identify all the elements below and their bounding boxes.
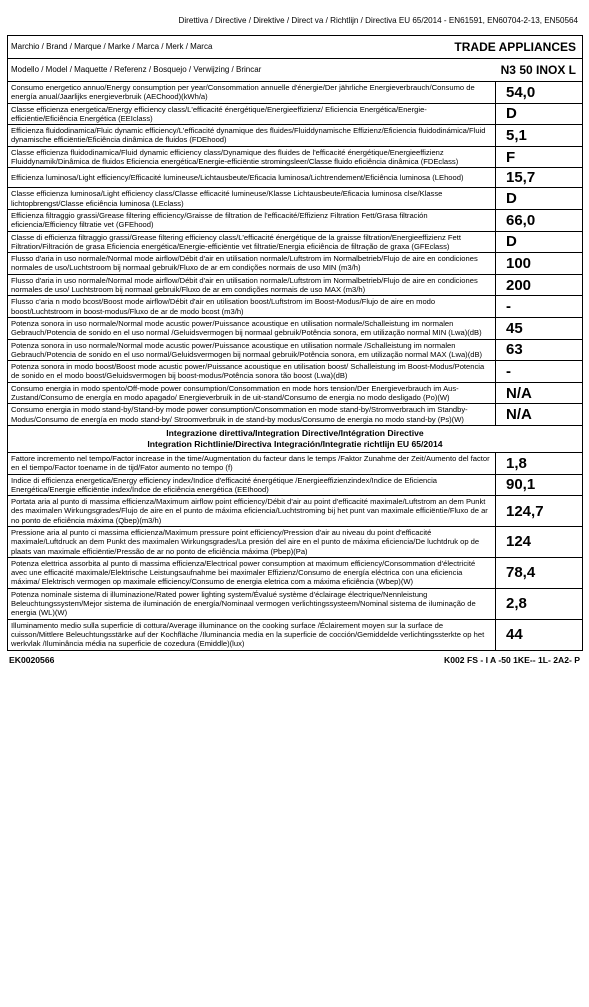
spec-row xyxy=(8,274,583,296)
spec-row xyxy=(8,209,583,231)
spec-value: 200 xyxy=(496,274,583,296)
spec-label: Flusso d'aria in uso normale/Normal mode airflow/Débit d'air en utilisation normale/Luftstrom im Normalbetrieb/Flujo de aire en condiciones normales de uso/ Luchtstroom bij normaal gebruik/Fluxo de ar em condições normais de uso MAX (m3/h) xyxy=(8,274,496,296)
spec-value: 44 xyxy=(496,619,583,650)
model-value xyxy=(496,59,583,82)
spec-row xyxy=(8,103,583,125)
spec-row xyxy=(8,317,583,339)
spec-row xyxy=(8,526,583,557)
spec-label: Illuminamento medio sulla superficie di cottura/Average illuminance on the cooking surface /Éclairement moyen sur la surface de cuisson/Mittlere Beleuchtungsstärke auf der Kochfläche /Iluminancia media en la superficie de cocción/Gemiddelde verlichtingssterkte op het werkvlak /Iluminância média na superficie de cozedura (Emiddle)(lux) xyxy=(8,619,496,650)
spec-label: Potenza sonora in uso normale/Normal mode acustic power/Puissance acoustique en utilisation normale/Schalleistung im normalen Gebrauch/Potencia de sonido en el uso normal /Geluidsvermogen bij normaal gebruik/Potência sonora, em utilização normal MIN (Lwa)(dB) xyxy=(8,317,496,339)
spec-label: Classe efficienza energetica/Energy efficiency class/L'efficacité énergétique/Energieeffizienz/ Eficiencia Energética/Energie-efficiëntie/Eficiência Energética (EEIclass) xyxy=(8,103,496,125)
brand-row xyxy=(8,36,583,59)
spec-label: Indice di efficienza energetica/Energy efficiency index/Indice d'efficacité énergétique /Energieeffizienzindex/Indice de Eficiencia Energética/Energie efficiëntie index/Índce de eficiência energética (EEIhood) xyxy=(8,474,496,496)
spec-row xyxy=(8,339,583,361)
spec-value: 100 xyxy=(496,253,583,275)
directive-header: Direttiva / Directive / Direktive / Direct va / Richtlijn / Directiva EU 65/2014 - EN61591, EN60704-2-13, EN50564 xyxy=(178,16,578,25)
spec-label: Portata aria al punto di massima efficienza/Maximum airflow point efficiency/Débit d'air au point d'efficacité maximale/Luftstrom an dem Punkt des maximalen Wirkungsgrades/Flujo de aire en el punto de máxima eficiencia/Luchtstroming bij het punt van maximale efficiëntie/Fluxo de ar no ponto de eficiência máxima (Qbep)(m3/h) xyxy=(8,496,496,527)
spec-label: Flusso c'aria n modo bcost/Boost mode airflow/Débit d'air en utilisation boost/Luftstrom im Boost-Modus/Flujo de aire en modo boost/Luchtstroom in boost-modus/Fluxo de ar de modo bcost (m3/h) xyxy=(8,296,496,318)
spec-row xyxy=(8,452,583,474)
spec-value: N/A xyxy=(496,404,583,426)
spec-value: 15,7 xyxy=(496,168,583,188)
spec-row xyxy=(8,253,583,275)
spec-value: 1,8 xyxy=(496,452,583,474)
spec-table xyxy=(7,35,583,651)
spec-label: Consumo energia in modo spento/Off-mode power consumption/Consommation en mode hors tension/Der Energieverbrauch im Aus-Zustand/Consumo de energía en modo apagado/ Energieverbruik in de uit-stand/Consumo de energia no modo desligado (Po)(W) xyxy=(8,382,496,404)
spec-row xyxy=(8,588,583,619)
integration-row xyxy=(8,425,583,452)
spec-label: Classe efficienza luminosa/Light efficiency class/Classe efficacité lumineuse/Klasse Lichtausbeute/Eficacia luminosa clse/Klasse lichtopbrengst/Classe eficiência luminosa (LEclass) xyxy=(8,188,496,210)
spec-row xyxy=(8,474,583,496)
spec-row xyxy=(8,231,583,253)
spec-row xyxy=(8,125,583,147)
model-label: Modello / Model / Maquette / Referenz / Bosquejo / Verwijzing / Brincar xyxy=(8,59,496,82)
spec-value: F xyxy=(496,146,583,168)
spec-value: 124 xyxy=(496,526,583,557)
spec-value: - xyxy=(496,361,583,383)
energy-label-sheet xyxy=(7,7,582,665)
footer-code-right: K002 FS - I A -50 1KE-- 1L- 2A2- P xyxy=(444,654,580,665)
spec-row xyxy=(8,168,583,188)
spec-label: Potenza elettrica assorbita al punto di massima efficienza/Electrical power consumption at maximum efficiency/Consommation d'électricité avec une efficacité maximale/Elektrische Leistungsaufnahme bei maximaler Effizienz/Consumo de energía eléctrica con una eficiencia máxima/ Elektrisch vermogen op maximale efficiency/Consumo de energia eletrica com a máxima eficiência (Wbep)(W) xyxy=(8,557,496,588)
spec-row xyxy=(8,382,583,404)
spec-value: 54,0 xyxy=(496,82,583,104)
spec-row xyxy=(8,404,583,426)
spec-label: Consumo energia in modo stand-by/Stand-by mode power consumption/Consommation en mode stand-by/Stromverbrauch im Standby-Modus/Consumo de energía en modo stand-by/ Stroomverbruik in de stand-by modus/Consumo de energia no modo stand-by (Ps)(W) xyxy=(8,404,496,426)
spec-label: Potenza sonora in modo boost/Boost mode acustic power/Puissance acoustique en utilisation boost/ Schalleistung im Boost-Modus/Potencia de sonido en el modo boost/Geluidsvermogen bij boost-modus/Potência sonora tão boost (Lwa)(dB) xyxy=(8,361,496,383)
spec-label: Flusso d'aria in uso normale/Normal mode airflow/Débit d'air en utilisation normale/Luftstrom im Normalbetrieb/Flujo de aire en condiciones normales de uso/Luchtstroom bij normaal gebruik/Fluxo de ar em condições normais de uso MIN (m3/h) xyxy=(8,253,496,275)
spec-label: Classe di efficienza filtraggio grassi/Grease filtering efficiency class/L'efficacité énergétique de la graisse filtration/Energieeffizienz Fett Filtration/Filtración de grasa Eficiencia energética/Energie-efficiëntie vet filtratie/Energia eficiência de filtração de graxa (GFEclass) xyxy=(8,231,496,253)
brand-label: Marchio / Brand / Marque / Marke / Marca / Merk / Marca xyxy=(8,36,496,59)
spec-row xyxy=(8,82,583,104)
spec-row xyxy=(8,146,583,168)
spec-row xyxy=(8,619,583,650)
spec-label: Potenza nominale sistema di illuminazione/Rated power lighting system/Évalué système d'éclairage électrique/Nennleistung Beleuchtungssystem/Mejor sistema de iluminación de energía/Nominaal vermogen verlichtingssysteem/Nominal sistema de iluminação de energia (WL)(W) xyxy=(8,588,496,619)
spec-value: 63 xyxy=(496,339,583,361)
spec-label: Pressione aria al punto ci massima efficienza/Maximum pressure point efficiency/Pression d'air au niveau du point d'efficacité maximale/Luftdruck an dem Punkt des maximalen Wirkungsgrades/La presión del aire en el punto de máxima eficiencia/De luchtdruk op de plaats van maximale efficiëntie/Pressão de ar no ponto de eficiência máxima (Pbep)(Pa) xyxy=(8,526,496,557)
spec-value: 124,7 xyxy=(496,496,583,527)
brand-value-text: TRADE APPLIANCES xyxy=(454,40,576,54)
integration-heading xyxy=(8,425,583,452)
spec-label: Efficienza fluidodinamica/Fluic dynamic efficiency/L'efficacité dynamique des fluides/Fluiddynamische Effizienz/Eficiencia fluidodinámica/Fluid dynamische efficiëntie/Eficiência dinâmica de fluidos (FDEhood) xyxy=(8,125,496,147)
spec-value: D xyxy=(496,103,583,125)
spec-label: Fattore incremento nel tempo/Factor increase in the time/Augmentation du facteur dans le temps /Faktor Zunahme der Zeit/Aumento del factor en el tiempo/Factor toename in de tijd/Fator aumento no tempo (f) xyxy=(8,452,496,474)
spec-row xyxy=(8,361,583,383)
footer xyxy=(7,651,582,665)
model-row xyxy=(8,59,583,82)
spec-value: 45 xyxy=(496,317,583,339)
spec-value: D xyxy=(496,188,583,210)
spec-value: - xyxy=(496,296,583,318)
spec-label: Consumo energetico annuo/Energy consumption per year/Consommation annuelle d'énergie/Der jährliche Energieverbrauch/Consumo de energía anual/Jaarlijks energieverbruik (AEChood)(kWh/a) xyxy=(8,82,496,104)
brand-value xyxy=(454,36,583,59)
spec-label: Efficienza luminosa/Light efficiency/Efficacité lumineuse/Lichtausbeute/Eficacia luminosa/Lichtrendement/Eficiência luminosa (LEhood) xyxy=(8,168,496,188)
integration-line-2: Integration Richtlinie/Directiva Integración/Integratie richtlijn EU 65/2014 xyxy=(147,438,443,449)
spec-row xyxy=(8,496,583,527)
spec-row xyxy=(8,188,583,210)
spec-value: 66,0 xyxy=(496,209,583,231)
spec-row xyxy=(8,557,583,588)
spec-label: Potenza sonora in uso normale/Normal mode acustic power/Puissance acoustique en utilisation normale /Schalleistung im normalen Gebrauch/Potencia de sonido en el uso normal/Geluidsvermogen bij normaal gebruik/Potência sonora, em utilização normal MAX (Lwa)(dB) xyxy=(8,339,496,361)
spec-row xyxy=(8,296,583,318)
spec-value: 78,4 xyxy=(496,557,583,588)
spec-label: Classe efficienza fluidodinamica/Fluid dynamic efficiency class/Dynamique des fluides de l'efficacité énergétique/Energieeffizienz Fluiddynamik/Dinâmica de fluidos Eficiencia energética/Energie-efficiëntie stromingsleer/Classe fluido eficiência dinâmica (FDEclass) xyxy=(8,146,496,168)
spec-value: 5,1 xyxy=(496,125,583,147)
spec-value: 2,8 xyxy=(496,588,583,619)
footer-code-left: EK0020566 xyxy=(9,654,55,665)
integration-line-1: Integrazione direttiva/Integration Directive/Intégration Directive xyxy=(166,427,424,438)
spec-value: D xyxy=(496,231,583,253)
spec-label: Efficienza filtraggio grassi/Grease filtering efficiency/Graisse de filtration de l'efficacité/Effizienz Filtration Fett/Grasa filtración eficiencia/Efficiency filtratie vet (GFEhood) xyxy=(8,209,496,231)
spec-value: N/A xyxy=(496,382,583,404)
spec-value: 90,1 xyxy=(496,474,583,496)
model-value-text: N3 50 INOX L xyxy=(500,63,576,77)
